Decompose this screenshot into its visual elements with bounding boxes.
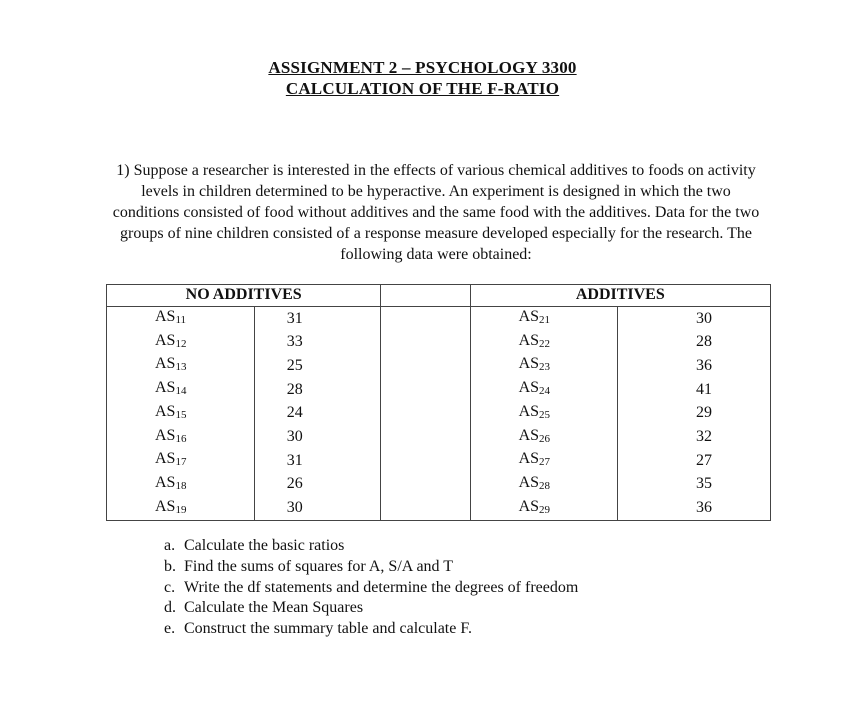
task-text: Write the df statements and determine the degrees of freedom — [184, 578, 579, 596]
table-row — [107, 354, 771, 378]
additives-score: 35 — [618, 473, 771, 497]
empty-cell — [381, 426, 470, 450]
no-additives-subject — [107, 497, 255, 521]
empty-cell — [381, 378, 470, 402]
subject-label: AS — [518, 331, 540, 349]
empty-cell — [381, 449, 470, 473]
subject-index: 28 — [539, 479, 551, 492]
additives-subject — [470, 497, 618, 521]
additives-header: ADDITIVES — [470, 285, 770, 307]
additives-score: 36 — [618, 497, 771, 521]
table-row — [107, 497, 771, 521]
table-row — [107, 307, 771, 331]
additives-subject — [470, 473, 618, 497]
additives-score: 30 — [618, 307, 771, 331]
additives-score: 27 — [618, 449, 771, 473]
task-marker: c. — [164, 578, 176, 596]
subject-index: 22 — [539, 337, 551, 350]
subject-label: AS — [518, 402, 540, 420]
additives-score: 28 — [618, 331, 771, 355]
subject-label: AS — [155, 355, 176, 373]
no-additives-subject — [107, 378, 255, 402]
task-item — [164, 598, 578, 619]
task-item — [164, 536, 578, 557]
no-additives-subject — [107, 473, 255, 497]
additives-score: 36 — [618, 354, 771, 378]
data-table — [106, 284, 771, 521]
additives-score: 29 — [618, 402, 771, 426]
subject-index: 19 — [175, 503, 187, 516]
subject-label: AS — [155, 379, 176, 397]
empty-cell — [381, 354, 470, 378]
additives-subject — [470, 331, 618, 355]
question-paragraph: 1) Suppose a researcher is interested in the effects of various chemical additives to foods on activity levels in children determined to be hyperactive. An experiment is designed in which the two conditions consisted of food without additives and the same food with the additives. Data for the two groups of nine children consisted of a response measure developed especially for the research. The following data were obtained: — [112, 162, 760, 263]
assignment-title: ASSIGNMENT 2 – PSYCHOLOGY 3300 — [268, 58, 577, 77]
empty-header-cell — [381, 285, 470, 307]
no-additives-subject — [107, 449, 255, 473]
table-row — [107, 378, 771, 402]
no-additives-score: 31 — [254, 449, 381, 473]
task-item — [164, 619, 578, 640]
task-item — [164, 557, 578, 578]
assignment-subtitle: CALCULATION OF THE F-RATIO — [285, 79, 560, 98]
task-text: Calculate the basic ratios — [184, 537, 345, 554]
table-row — [107, 449, 771, 473]
subject-index: 29 — [539, 503, 551, 516]
no-additives-score: 25 — [254, 354, 381, 378]
empty-cell — [381, 497, 470, 521]
no-additives-score: 30 — [254, 497, 381, 521]
subject-index: 16 — [175, 432, 187, 445]
task-text: Construct the summary table and calculate F. — [184, 620, 472, 638]
subject-index: 11 — [175, 314, 187, 326]
subject-label: AS — [155, 473, 176, 491]
subject-label: AS — [155, 450, 176, 468]
subject-index: 15 — [175, 408, 187, 421]
subject-index: 26 — [539, 432, 551, 445]
empty-cell — [381, 402, 470, 426]
task-list — [164, 536, 578, 640]
subject-index: 14 — [175, 385, 187, 398]
table-row — [107, 426, 771, 450]
subject-index: 27 — [539, 456, 551, 469]
subject-label: AS — [155, 497, 176, 515]
empty-cell — [381, 473, 470, 497]
no-additives-subject — [107, 426, 255, 450]
subject-label: AS — [155, 426, 176, 444]
no-additives-score: 30 — [254, 426, 381, 450]
no-additives-score: 26 — [254, 473, 381, 497]
additives-subject — [470, 449, 618, 473]
task-item — [164, 578, 578, 599]
no-additives-score: 28 — [254, 378, 381, 402]
no-additives-score: 33 — [254, 331, 381, 355]
no-additives-header: NO ADDITIVES — [107, 285, 381, 307]
task-marker: d. — [164, 599, 176, 617]
empty-cell — [381, 331, 470, 355]
no-additives-subject — [107, 402, 255, 426]
no-additives-subject — [107, 331, 255, 355]
subject-label: AS — [155, 331, 176, 349]
subject-index: 17 — [175, 456, 187, 469]
subject-index: 24 — [539, 385, 551, 398]
subject-label: AS — [518, 450, 540, 468]
additives-score: 32 — [618, 426, 771, 450]
subject-index: 21 — [539, 314, 551, 326]
additives-subject — [470, 402, 618, 426]
additives-score: 41 — [618, 378, 771, 402]
no-additives-score: 31 — [254, 307, 381, 331]
subject-label: AS — [518, 497, 540, 515]
no-additives-subject — [107, 307, 255, 331]
table-row — [107, 331, 771, 355]
additives-subject — [470, 354, 618, 378]
task-text: Calculate the Mean Squares — [184, 599, 364, 617]
subject-label: AS — [518, 473, 540, 491]
subject-index: 12 — [175, 337, 187, 350]
table-header-row — [107, 285, 771, 307]
subject-index: 13 — [175, 361, 187, 374]
subject-label: AS — [518, 426, 540, 444]
task-marker: b. — [164, 557, 176, 575]
additives-subject — [470, 378, 618, 402]
subject-label: AS — [518, 355, 540, 373]
subject-index: 25 — [539, 408, 551, 421]
table-row — [107, 402, 771, 426]
subject-index: 23 — [539, 361, 551, 374]
subject-label: AS — [155, 402, 176, 420]
additives-subject — [470, 307, 618, 331]
task-text: Find the sums of squares for A, S/A and T — [184, 557, 454, 575]
task-marker: e. — [164, 620, 176, 638]
subject-label: AS — [518, 379, 540, 397]
table-row — [107, 473, 771, 497]
task-marker: a. — [164, 537, 176, 554]
no-additives-subject — [107, 354, 255, 378]
subject-label: AS — [518, 308, 540, 325]
additives-subject — [470, 426, 618, 450]
empty-cell — [381, 307, 470, 331]
subject-label: AS — [155, 308, 176, 325]
no-additives-score: 24 — [254, 402, 381, 426]
subject-index: 18 — [175, 479, 187, 492]
